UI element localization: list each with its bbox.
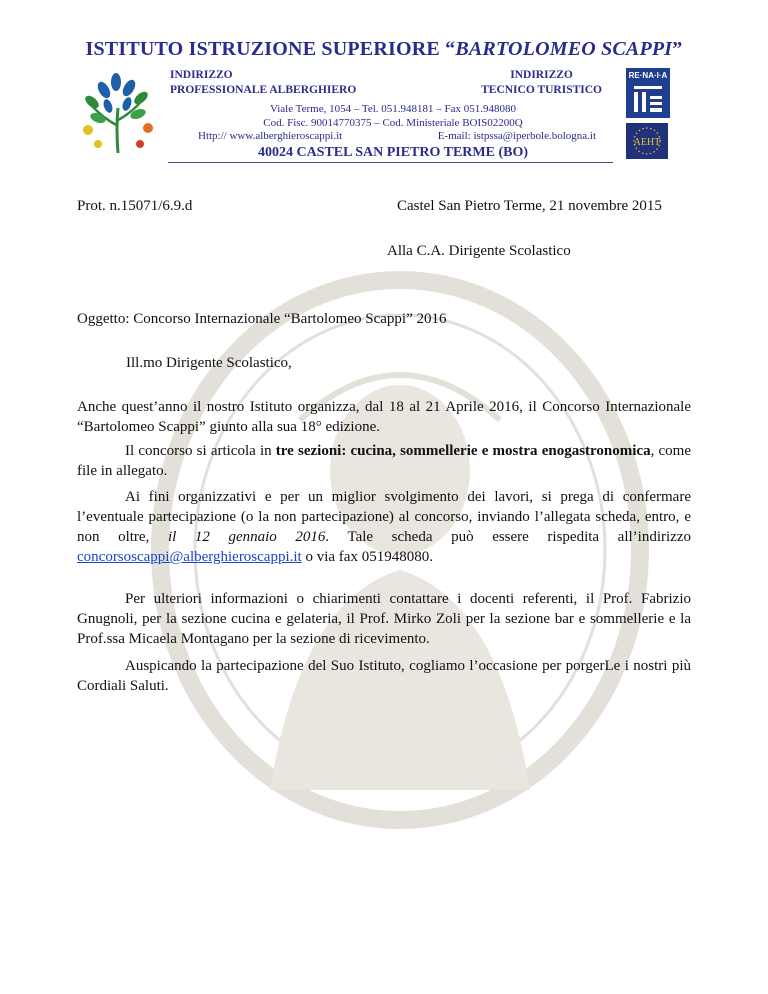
right-dept-label: TECNICO TURISTICO [481, 84, 602, 96]
left-indirizzo-label: INDIRIZZO [170, 69, 233, 81]
email-text: E-mail: istpssa@iperbole.bologna.it [437, 130, 596, 142]
deadline-date: il 12 gennaio 2016 [167, 529, 326, 545]
header-divider [168, 162, 613, 163]
contact-block [168, 103, 618, 144]
paragraph-confirmation [77, 487, 691, 567]
paragraph-closing [77, 656, 691, 696]
paragraph-sections-bold: tre sezioni: cucina, sommellerie e mostra enogastronomica [275, 443, 651, 459]
left-indirizzo-block [170, 68, 356, 98]
title-prefix: ISTITUTO ISTRUZIONE SUPERIORE “ [85, 38, 456, 60]
address-line: Viale Terme, 1054 – Tel. 051.948181 – Fax 051.948080 [269, 103, 517, 115]
tree-logo-icon [78, 68, 158, 158]
subject-line: Oggetto: Concorso Internazionale “Bartolomeo Scappi” 2016 [77, 311, 447, 327]
protocol-number: Prot. n.15071/6.9.d [77, 198, 193, 214]
paragraph-sections [77, 441, 691, 481]
left-dept-label: PROFESSIONALE ALBERGHIERO [170, 84, 357, 96]
website-text: Http:// www.alberghieroscappi.it [198, 130, 343, 142]
contest-email-link[interactable]: concorsoscappi@alberghieroscappi.it [77, 549, 302, 565]
institute-title [0, 38, 768, 61]
fiscal-line: Cod. Fisc. 90014770375 – Cod. Ministeriale BOIS02200Q [263, 116, 523, 129]
city-line: 40024 CASTEL SAN PIETRO TERME (BO) [257, 145, 529, 160]
paragraph-sections-text-a: Il concorso si articola in [125, 443, 276, 459]
paragraph-contacts-text: Per ulteriori informazioni o chiarimenti contattare i docenti referenti, il Prof. Fabrizio Gnugnoli, per la sezione cucina e gelateria, il Prof. Mirko Zoli per la sezione bar e sommellerie e la Prof.ssa Micaela Montagano per la sezione di ricevimento. [77, 591, 691, 647]
salutation: Ill.mo Dirigente Scolastico, [126, 355, 292, 371]
paragraph-sections-text-b: , come file in allegato. [77, 443, 691, 479]
paragraph-confirmation-text-a: Ai fini organizzativi e per un miglior svolgimento dei lavori, si prega di confermare l’eventuale partecipazione (o la non partecipazione) al concorso, inviando l’allegata scheda, entro, e non oltre, [77, 489, 691, 545]
title-suffix: ” [672, 38, 683, 60]
aehit-logo-icon [626, 123, 668, 159]
paragraph-contacts [77, 589, 691, 649]
svg-text:RE·NA·I·A: RE·NA·I·A [628, 71, 668, 80]
renaia-logo-icon [626, 68, 670, 118]
addressee: Alla C.A. Dirigente Scolastico [387, 243, 571, 259]
right-indirizzo-block [481, 68, 602, 98]
svg-text:AEHT: AEHT [633, 137, 661, 148]
paragraph-confirmation-text-c: o via fax 051948080. [301, 549, 433, 565]
letter-date: Castel San Pietro Terme, 21 novembre 2015 [397, 198, 662, 214]
title-italic: BARTOLOMEO SCAPPI [455, 38, 673, 60]
paragraph-confirmation-text-b: . Tale scheda può essere rispedita all’indirizzo [325, 529, 691, 545]
paragraph-closing-text: Auspicando la partecipazione del Suo Istituto, cogliamo l’occasione per porgerLe i nostri più Cordiali Saluti. [77, 658, 691, 694]
paragraph-intro [77, 397, 691, 437]
paragraph-intro-text: Anche quest’anno il nostro Istituto organizza, dal 18 al 21 Aprile 2016, il Concorso Internazionale “Bartolomeo Scappi” giunto alla sua 18° edizione. [77, 399, 691, 435]
right-indirizzo-label: INDIRIZZO [510, 69, 573, 81]
